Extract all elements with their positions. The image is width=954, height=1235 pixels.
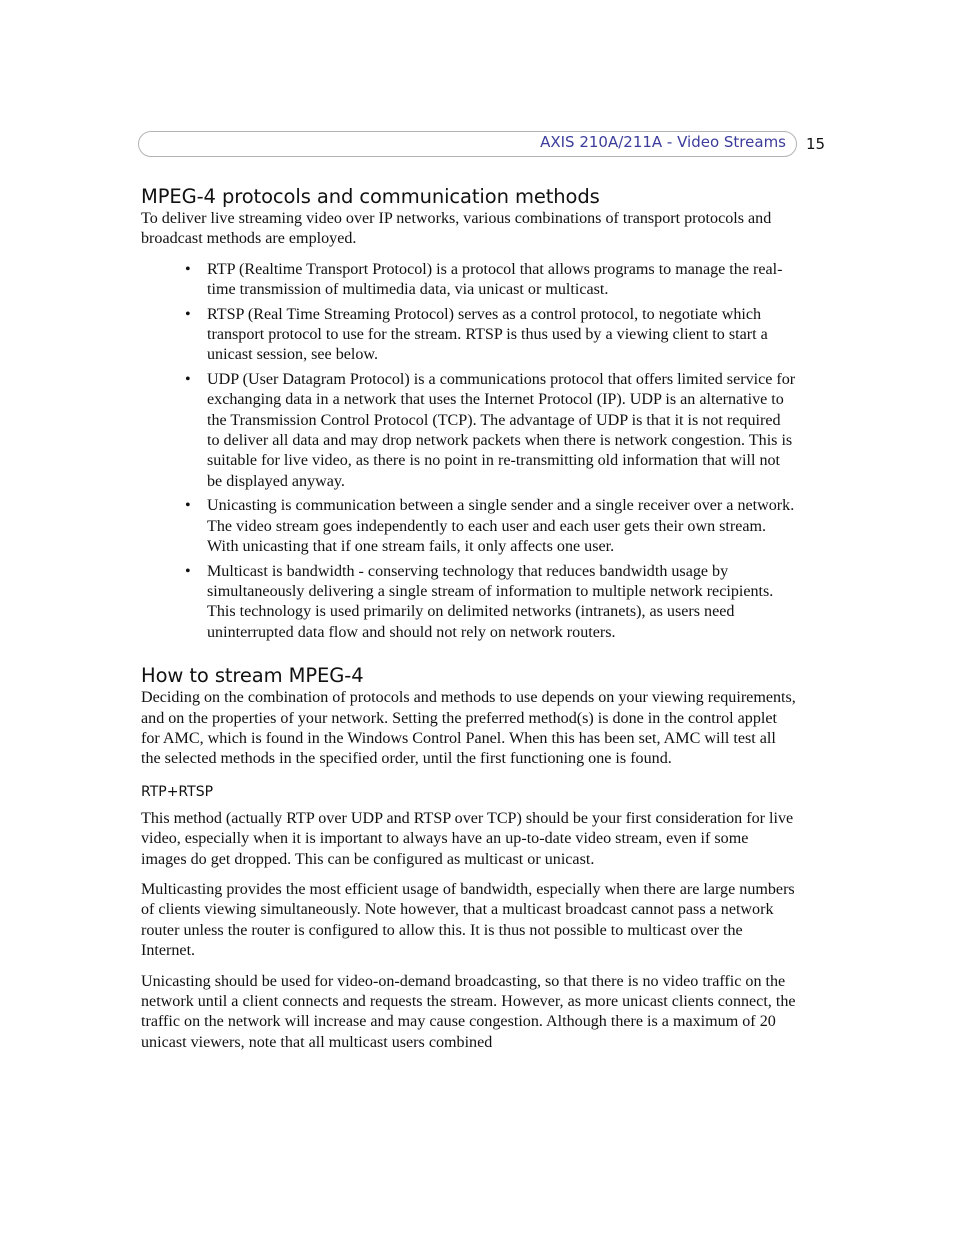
section-heading-how-to-stream: How to stream MPEG-4 <box>141 664 364 688</box>
bullet-icon: • <box>185 260 191 278</box>
how-to-stream-intro: Deciding on the combination of protocols and methods to use depends on your viewing requirements, and on the properties of your network. Setting the preferred method(s) is done in the control applet for AMC, which is found in the Windows Control Panel. When this has been set, AMC will test all the selected methods in the specified order, until the first functioning one is found. <box>141 689 796 768</box>
paragraph: Unicasting should be used for video-on-demand broadcasting, so that there is no video traffic on the network until a client connects and requests the stream. However, as more unicast clients connect, the traffic on the network will increase and may cause congestion. Although there is a maximum of 20 unicast viewers, note that all multicast users combined <box>141 972 796 1051</box>
bullet-icon: • <box>185 370 191 388</box>
page-content <box>141 185 797 1063</box>
list-item-text: RTP (Realtime Transport Protocol) is a protocol that allows programs to manage the real-time transmission of multimedia data, via unicast or multicast. <box>207 260 783 299</box>
list-item <box>141 562 797 644</box>
protocols-intro: To deliver live streaming video over IP networks, various combinations of transport protocols and broadcast methods are employed. <box>141 210 772 248</box>
list-item-text: Multicast is bandwidth - conserving technology that reduces bandwidth usage by simultaneously delivering a single stream of information to multiple network recipients. This technology is used primarily on delimited networks (intranets), as users need uninterrupted data flow and should not rely on network routers. <box>207 562 774 641</box>
list-item-text: Unicasting is communication between a single sender and a single receiver over a network. The video stream goes independently to each user and each user gets their own stream. With unicasting that if one stream fails, it only affects one user. <box>207 497 795 556</box>
list-item-text: RTSP (Real Time Streaming Protocol) serves as a control protocol, to negotiate which transport protocol to use for the stream. RTSP is thus used by a viewing client to start a unicast session, see below. <box>207 305 768 364</box>
list-item <box>141 496 797 557</box>
list-item <box>141 305 797 366</box>
bullet-icon: • <box>185 305 191 323</box>
list-item <box>141 260 797 301</box>
paragraph: This method (actually RTP over UDP and RTSP over TCP) should be your first consideration for live video, especially when it is important to always have an up-to-date video stream, even if some images do get dropped. This can be configured as multicast or unicast. <box>141 809 794 868</box>
protocols-list <box>141 260 797 643</box>
section-heading-protocols: MPEG-4 protocols and communication methods <box>141 185 600 208</box>
list-item <box>141 370 797 492</box>
running-header-title: AXIS 210A/211A - Video Streams <box>540 133 786 151</box>
bullet-icon: • <box>185 497 191 515</box>
bullet-icon: • <box>185 562 191 580</box>
list-item-text: UDP (User Datagram Protocol) is a communications protocol that offers limited service for exchanging data in a network that uses the Internet Protocol (IP). UDP is an alternative to the Transmission Control Protocol (TCP). The advantage of UDP is that it is not required to deliver all data and may drop network packets when there is network congestion. This is suitable for live video, as there is no point in re-transmitting old information that will not be displayed anyway. <box>207 370 796 490</box>
subheading-rtp-rtsp: RTP+RTSP <box>141 783 214 800</box>
paragraph: Multicasting provides the most efficient usage of bandwidth, especially when there are large numbers of clients viewing simultaneously. Note however, that a multicast broadcast cannot pass a network router unless the router is configured to allow this. It is thus not possible to multicast over the Internet. <box>141 880 795 960</box>
page-number: 15 <box>806 135 826 153</box>
